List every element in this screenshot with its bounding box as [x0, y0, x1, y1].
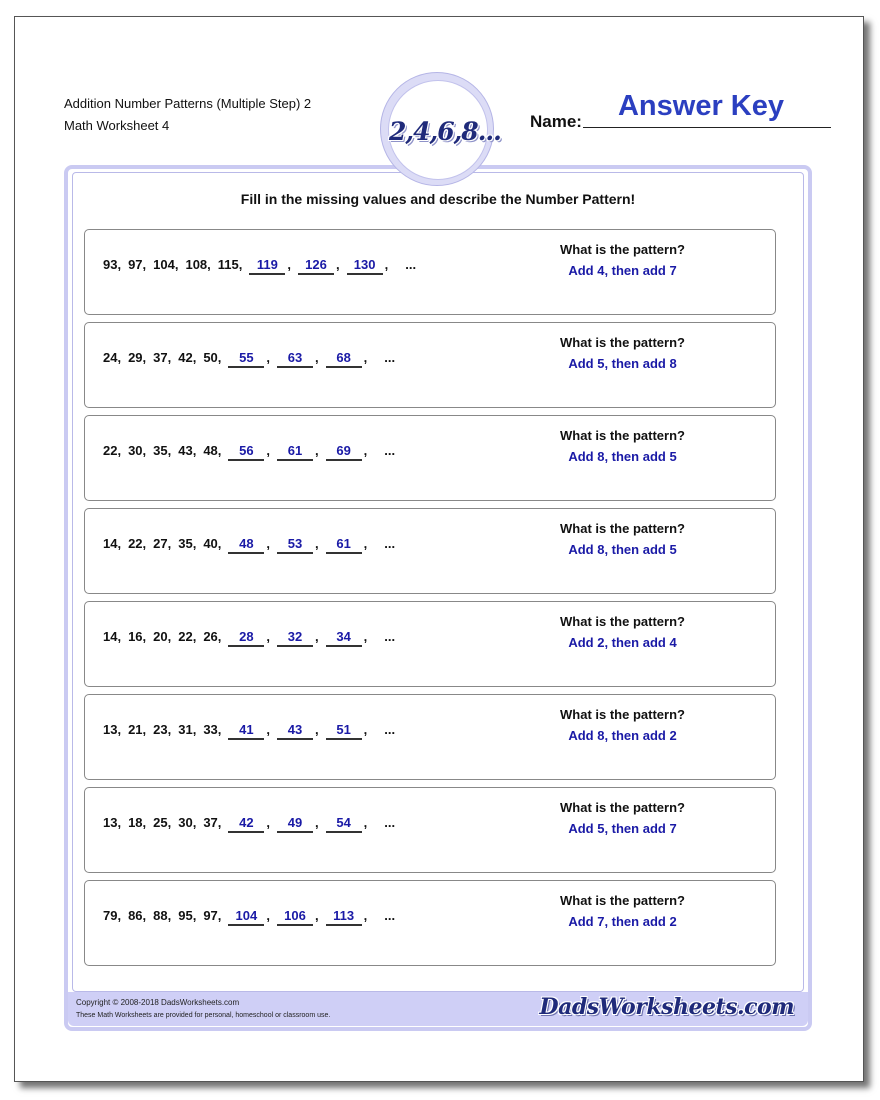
- given-number: 115,: [217, 257, 243, 272]
- pattern-question: What is the pattern?: [560, 707, 685, 722]
- given-number: 25,: [153, 815, 172, 830]
- given-number: 27,: [153, 536, 172, 551]
- answer-blank[interactable]: 51: [326, 721, 362, 740]
- given-number: 79,: [103, 908, 122, 923]
- answer-blank[interactable]: 53: [277, 535, 313, 554]
- given-number: 22,: [178, 629, 197, 644]
- given-number: 30,: [178, 815, 197, 830]
- separator: ,: [266, 443, 271, 458]
- number-sequence: [103, 907, 395, 926]
- pattern-answer[interactable]: Add 2, then add 4: [568, 635, 677, 650]
- given-number: 14,: [103, 629, 122, 644]
- given-number: 42,: [178, 350, 197, 365]
- given-number: 37,: [153, 350, 172, 365]
- given-number: 26,: [203, 629, 222, 644]
- separator: ,: [315, 350, 319, 365]
- given-number: 14,: [103, 536, 122, 551]
- given-number: 13,: [103, 815, 122, 830]
- pattern-answer[interactable]: Add 5, then add 7: [568, 821, 677, 836]
- pattern-answer[interactable]: Add 8, then add 2: [568, 728, 677, 743]
- pattern-answer[interactable]: Add 8, then add 5: [568, 449, 677, 464]
- given-number: 40,: [203, 536, 222, 551]
- usage-note: These Math Worksheets are provided for personal, homeschool or classroom use.: [76, 1012, 331, 1019]
- ellipsis: ...: [384, 443, 396, 458]
- name-label: Name:: [530, 112, 582, 131]
- answer-blank[interactable]: 34: [326, 628, 362, 647]
- separator: ,: [266, 815, 271, 830]
- answer-blank[interactable]: 48: [228, 535, 264, 554]
- separator: ,: [363, 629, 368, 644]
- sequence-logo: [380, 72, 501, 186]
- separator: ,: [363, 443, 368, 458]
- pattern-question: What is the pattern?: [560, 428, 685, 443]
- given-number: 18,: [128, 815, 147, 830]
- sequence-logo-inner: [388, 80, 501, 180]
- separator: ,: [266, 908, 271, 923]
- ellipsis: ...: [384, 815, 396, 830]
- given-number: 29,: [128, 350, 147, 365]
- given-number: 35,: [178, 536, 197, 551]
- separator: ,: [336, 257, 340, 272]
- ellipsis: ...: [384, 536, 396, 551]
- number-sequence: [103, 256, 416, 275]
- problem-box: [84, 601, 776, 687]
- separator: ,: [266, 629, 271, 644]
- brand-logo: DadsWorksheets.com: [539, 994, 794, 1020]
- answer-blank[interactable]: 32: [277, 628, 313, 647]
- problem-box: [84, 322, 776, 408]
- given-number: 16,: [128, 629, 147, 644]
- pattern-answer[interactable]: Add 7, then add 2: [568, 914, 677, 929]
- answer-blank[interactable]: 69: [326, 442, 362, 461]
- number-sequence: [103, 349, 395, 368]
- answer-blank[interactable]: 49: [277, 814, 313, 833]
- pattern-question: What is the pattern?: [560, 521, 685, 536]
- pattern-answer[interactable]: Add 4, then add 7: [568, 263, 677, 278]
- answer-blank[interactable]: 28: [228, 628, 264, 647]
- sequence-logo-text: 2,4,6,8...: [389, 117, 501, 146]
- given-number: 22,: [128, 536, 147, 551]
- separator: ,: [266, 536, 271, 551]
- separator: ,: [315, 908, 319, 923]
- answer-blank[interactable]: 119: [249, 256, 285, 275]
- problem-box: [84, 229, 776, 315]
- given-number: 21,: [128, 722, 147, 737]
- pattern-answer[interactable]: Add 5, then add 8: [568, 356, 677, 371]
- copyright-text: Copyright © 2008-2018 DadsWorksheets.com: [76, 998, 240, 1007]
- answer-blank[interactable]: 104: [228, 907, 264, 926]
- instructions: Fill in the missing values and describe the Number Pattern!: [240, 191, 636, 207]
- worksheet-subtitle: Math Worksheet 4: [64, 118, 170, 133]
- answer-blank[interactable]: 126: [298, 256, 334, 275]
- worksheet-title: Addition Number Patterns (Multiple Step) 2: [64, 96, 312, 111]
- number-sequence: [103, 721, 395, 740]
- ellipsis: ...: [384, 722, 396, 737]
- answer-blank[interactable]: 113: [326, 907, 362, 926]
- given-number: 23,: [153, 722, 172, 737]
- answer-blank[interactable]: 106: [277, 907, 313, 926]
- given-number: 24,: [103, 350, 122, 365]
- given-number: 13,: [103, 722, 122, 737]
- pattern-answer[interactable]: Add 8, then add 5: [568, 542, 677, 557]
- problem-box: [84, 694, 776, 780]
- separator: ,: [315, 815, 319, 830]
- separator: ,: [287, 257, 291, 272]
- answer-blank[interactable]: 55: [228, 349, 264, 368]
- given-number: 86,: [128, 908, 147, 923]
- given-number: 30,: [128, 443, 147, 458]
- given-number: 48,: [203, 443, 222, 458]
- pattern-question: What is the pattern?: [560, 800, 685, 815]
- given-number: 104,: [153, 257, 179, 272]
- separator: ,: [266, 350, 271, 365]
- pattern-question: What is the pattern?: [560, 893, 685, 908]
- answer-blank[interactable]: 130: [347, 256, 383, 275]
- given-number: 37,: [203, 815, 222, 830]
- given-number: 35,: [153, 443, 172, 458]
- answer-blank[interactable]: 42: [228, 814, 264, 833]
- answer-blank[interactable]: 43: [277, 721, 313, 740]
- answer-key-label: Answer Key: [617, 90, 784, 122]
- given-number: 93,: [103, 257, 122, 272]
- given-number: 22,: [103, 443, 122, 458]
- separator: ,: [363, 350, 368, 365]
- problem-box: [84, 880, 776, 966]
- given-number: 43,: [178, 443, 197, 458]
- pattern-question: What is the pattern?: [560, 242, 685, 257]
- answer-blank[interactable]: 61: [277, 442, 313, 461]
- pattern-question: What is the pattern?: [560, 614, 685, 629]
- answer-blank[interactable]: 63: [277, 349, 313, 368]
- ellipsis: ...: [405, 257, 417, 272]
- separator: ,: [384, 257, 389, 272]
- ellipsis: ...: [384, 350, 396, 365]
- number-sequence: [103, 814, 395, 833]
- answer-blank[interactable]: 41: [228, 721, 264, 740]
- answer-blank[interactable]: 56: [228, 442, 264, 461]
- problem-box: [84, 508, 776, 594]
- problem-box: [84, 415, 776, 501]
- separator: ,: [363, 815, 368, 830]
- number-sequence: [103, 628, 395, 647]
- given-number: 33,: [203, 722, 222, 737]
- pattern-question: What is the pattern?: [560, 335, 685, 350]
- given-number: 97,: [203, 908, 222, 923]
- ellipsis: ...: [384, 629, 396, 644]
- problem-box: [84, 787, 776, 873]
- given-number: 88,: [153, 908, 172, 923]
- separator: ,: [315, 443, 319, 458]
- answer-blank[interactable]: 68: [326, 349, 362, 368]
- number-sequence: [103, 442, 395, 461]
- given-number: 31,: [178, 722, 197, 737]
- given-number: 20,: [153, 629, 172, 644]
- name-line: [583, 127, 831, 128]
- ellipsis: ...: [384, 908, 396, 923]
- separator: ,: [315, 629, 319, 644]
- answer-blank[interactable]: 61: [326, 535, 362, 554]
- separator: ,: [315, 722, 319, 737]
- given-number: 108,: [185, 257, 211, 272]
- separator: ,: [266, 722, 271, 737]
- number-sequence: [103, 535, 395, 554]
- separator: ,: [363, 908, 368, 923]
- given-number: 95,: [178, 908, 197, 923]
- answer-blank[interactable]: 54: [326, 814, 362, 833]
- separator: ,: [363, 536, 368, 551]
- given-number: 50,: [203, 350, 222, 365]
- separator: ,: [363, 722, 368, 737]
- separator: ,: [315, 536, 319, 551]
- footer: [68, 992, 808, 1026]
- given-number: 97,: [128, 257, 147, 272]
